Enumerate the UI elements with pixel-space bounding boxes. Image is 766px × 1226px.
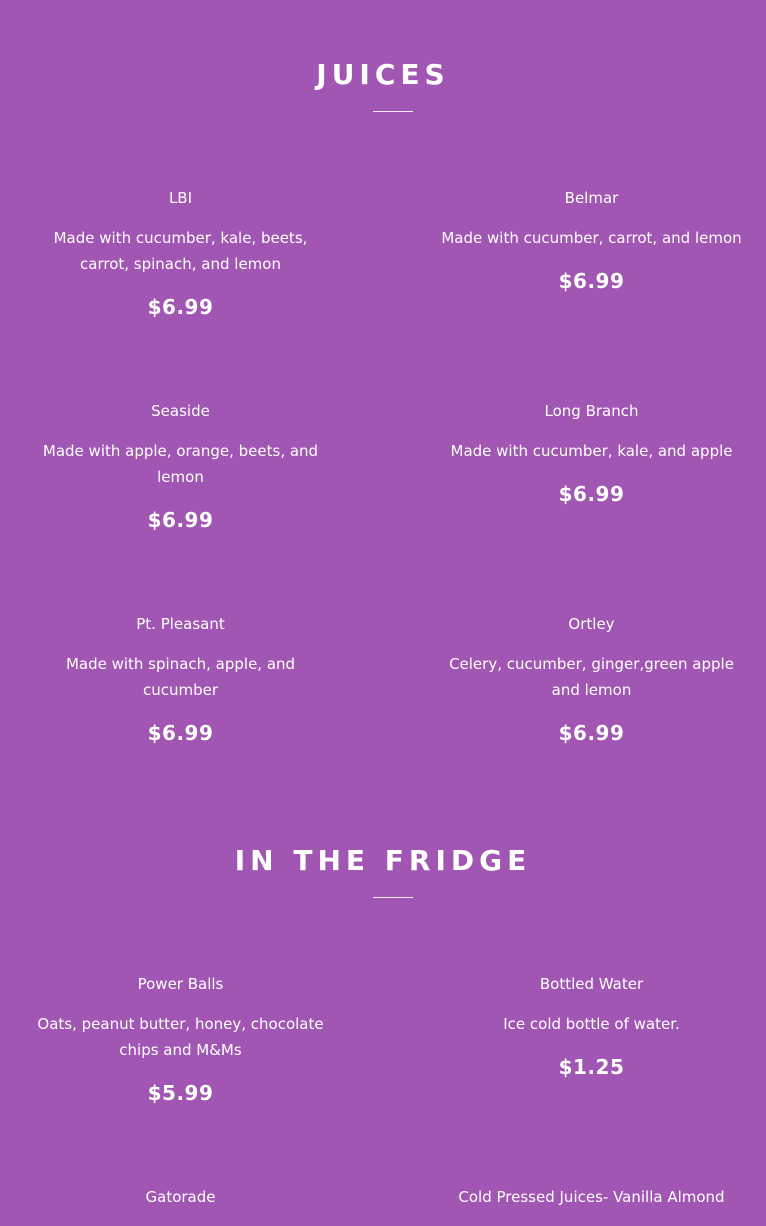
menu-item-long-branch[interactable]: [441, 401, 742, 507]
item-name: Bottled Water: [539, 975, 644, 993]
item-description: Made with apple, orange, beets, and lemon: [42, 442, 319, 486]
section-title-juices: JUICES: [316, 58, 450, 91]
item-description: Made with cucumber, carrot, and lemon: [441, 229, 742, 247]
item-description: Made with spinach, apple, and cucumber: [65, 655, 296, 699]
item-price: $6.99: [147, 721, 214, 745]
section-divider: [373, 897, 413, 898]
item-description: Made with cucumber, kale, beets, carrot, spinach, and lemon: [53, 229, 308, 273]
item-price: $6.99: [558, 721, 625, 745]
item-price: $6.99: [147, 295, 214, 319]
menu-item-cold-pressed-juices[interactable]: [436, 1187, 747, 1207]
menu-item-bottled-water[interactable]: [441, 974, 742, 1080]
item-description: Celery, cucumber, ginger,green apple and lemon: [449, 655, 734, 699]
item-price: $6.99: [147, 508, 214, 532]
item-description: Oats, peanut butter, honey, chocolate chips and M&Ms: [37, 1015, 324, 1059]
menu-item-power-balls[interactable]: [30, 974, 331, 1106]
item-name: Belmar: [564, 189, 619, 207]
item-name: Pt. Pleasant: [136, 615, 225, 633]
item-name: Seaside: [151, 402, 210, 420]
item-price: $6.99: [558, 269, 625, 293]
menu-item-pt-pleasant[interactable]: [30, 614, 331, 746]
item-description: Ice cold bottle of water.: [503, 1015, 680, 1033]
menu-item-lbi[interactable]: [30, 188, 331, 320]
menu-item-belmar[interactable]: [441, 188, 742, 294]
item-name: Power Balls: [137, 975, 224, 993]
item-name: Gatorade: [145, 1188, 216, 1206]
item-price: $5.99: [147, 1081, 214, 1105]
section-title-fridge: IN THE FRIDGE: [234, 844, 532, 877]
item-description: Made with cucumber, kale, and apple: [450, 442, 733, 460]
item-price: $6.99: [558, 482, 625, 506]
menu-item-seaside[interactable]: [30, 401, 331, 533]
item-name: Cold Pressed Juices- Vanilla Almond: [458, 1188, 725, 1206]
item-name: Long Branch: [544, 402, 639, 420]
menu-item-ortley[interactable]: [441, 614, 742, 746]
item-name: LBI: [168, 189, 193, 207]
menu-item-gatorade[interactable]: [30, 1187, 331, 1207]
section-divider: [373, 111, 413, 112]
item-price: $1.25: [558, 1055, 625, 1079]
item-name: Ortley: [568, 615, 615, 633]
